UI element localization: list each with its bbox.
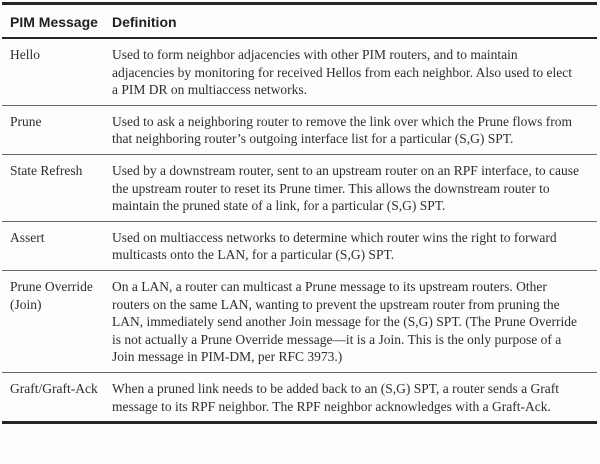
pim-message-cell: Assert xyxy=(10,229,45,245)
pim-message-table xyxy=(2,2,597,424)
table-row xyxy=(2,373,597,421)
table-row xyxy=(2,106,597,155)
pim-message-cell: State Refresh xyxy=(10,162,83,178)
column-header-definition: Definition xyxy=(112,14,177,30)
pim-message-cell: Prune Override (Join) xyxy=(10,278,93,312)
table-row xyxy=(2,39,597,106)
table-row xyxy=(2,155,597,222)
pim-message-cell: Prune xyxy=(10,113,42,129)
pim-message-cell: Graft/Graft-Ack xyxy=(10,380,98,396)
table-row xyxy=(2,271,597,373)
definition-cell: Used to ask a neighboring router to remove the link over which the Prune flows from that neighboring router’s outgoing interface list for a particular (S,G) SPT. xyxy=(112,113,573,147)
definition-cell: Used by a downstream router, sent to an upstream router on an RPF interface, to cause the upstream router to reset its Prune timer. This allows the downstream router to maintain the pruned state of a link, for a particular (S,G) SPT. xyxy=(112,162,579,214)
pim-message-cell: Hello xyxy=(10,47,40,62)
column-header-pim-message: PIM Message xyxy=(10,14,98,30)
table-header-row xyxy=(2,5,597,39)
definition-cell: Used on multiaccess networks to determine which router wins the right to forward multicasts onto the LAN, for a particular (S,G) SPT. xyxy=(112,229,557,263)
definition-cell: On a LAN, a router can multicast a Prune message to its upstream routers. Other routers on the same LAN, wanting to prevent the upstream router from pruning the LAN, immediately send another Join message for the (S,G) SPT. (The Prune Override is not actually a Prune Override message—it is a Join. This is the only purpose of a Join message in PIM-DM, per RFC 3973.) xyxy=(112,278,578,365)
definition-cell: When a pruned link needs to be added back to an (S,G) SPT, a router sends a Graft message to its RPF neighbor. The RPF neighbor acknowledges with a Graft-Ack. xyxy=(112,380,559,414)
table-body xyxy=(2,39,597,421)
table-row xyxy=(2,222,597,271)
definition-cell: Used to form neighbor adjacencies with other PIM routers, and to maintain adjacencies by monitoring for received Hellos from each neighbor. Also used to elect a PIM DR on multiaccess networks. xyxy=(112,47,572,98)
